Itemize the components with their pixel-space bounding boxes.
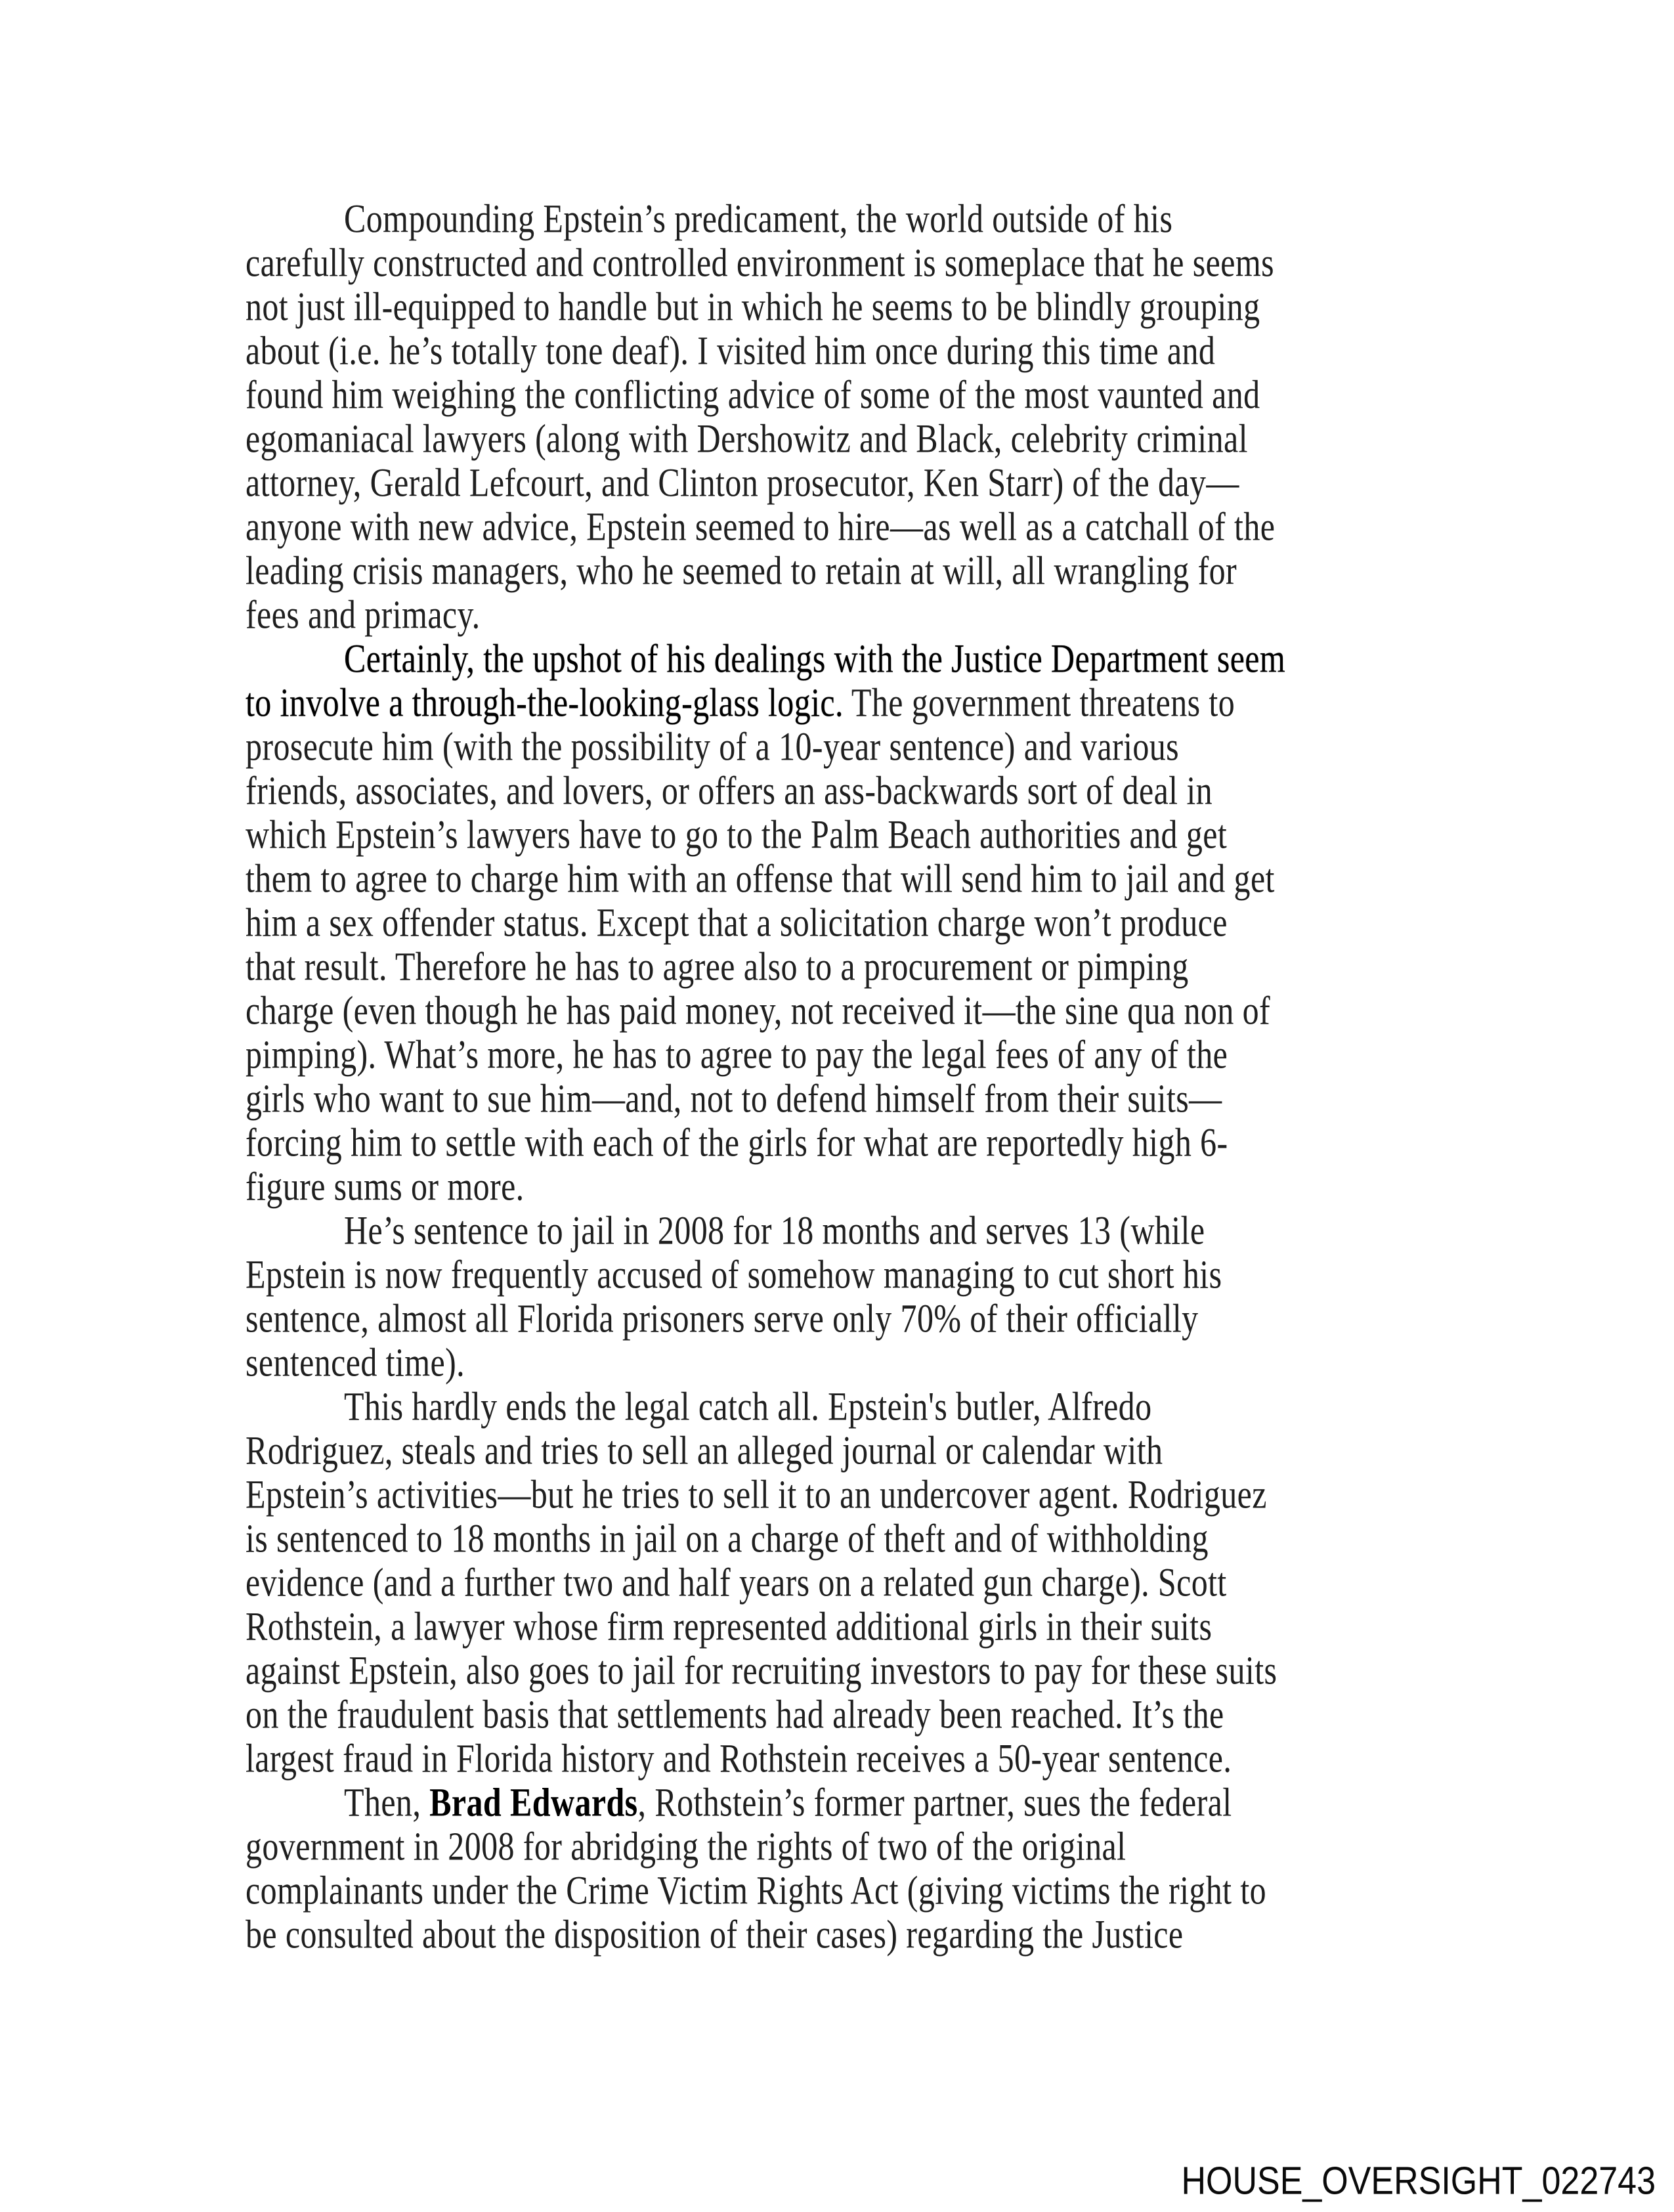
bates-number: HOUSE_OVERSIGHT_022743 [1181,2159,1656,2203]
document-text [246,197,1453,1957]
text-segment: is sentenced to 18 months in jail on a charge of theft and of withholding [246,1515,1209,1561]
text-segment: egomaniacal lawyers (along with Dershowitz and Black, celebrity criminal [246,416,1248,462]
text-segment: fees and primacy. [246,592,481,638]
text-segment: about (i.e. he’s totally tone deaf). I visited him once during this time and [246,328,1216,374]
text-segment: Rodriguez, steals and tries to sell an alleged journal or calendar with [246,1427,1163,1473]
text-segment: that result. Therefore he has to agree also to a procurement or pimping [246,943,1189,989]
bold-text-segment: Brad Edwards [429,1779,638,1825]
text-segment: anyone with new advice, Epstein seemed to hire—as well as a catchall of the [246,504,1276,550]
text-segment: to involve a through-the-looking-glass logic. [246,680,844,726]
text-segment: Epstein’s activities—but he tries to sell it to an undercover agent. Rodriguez [246,1471,1267,1517]
text-segment: them to agree to charge him with an offense that will send him to jail and get [246,856,1275,901]
text-segment: girls who want to sue him—and, not to defend himself from their suits— [246,1075,1222,1121]
text-segment: Compounding Epstein’s predicament, the world outside of his [344,196,1173,242]
text-segment: largest fraud in Florida history and Rothstein receives a 50-year sentence. [246,1735,1232,1781]
text-segment: forcing him to settle with each of the girls for what are reportedly high 6- [246,1119,1228,1165]
text-segment: Epstein is now frequently accused of somehow managing to cut short his [246,1251,1222,1297]
text-segment: not just ill-equipped to handle but in which he seems to be blindly grouping [246,284,1260,330]
text-segment: prosecute him (with the possibility of a 10-year sentence) and various [246,724,1180,770]
text-line [246,1908,1453,1962]
text-segment: The government threatens to [843,680,1235,726]
text-segment: He’s sentence to jail in 2008 for 18 months and serves 13 (while [344,1207,1205,1253]
text-segment: on the fraudulent basis that settlements had already been reached. It’s the [246,1691,1224,1737]
text-segment: which Epstein’s lawyers have to go to the Palm Beach authorities and get [246,812,1228,857]
text-segment: carefully constructed and controlled environment is someplace that he seems [246,240,1274,286]
text-segment: evidence (and a further two and half years on a related gun charge). Scott [246,1559,1227,1605]
text-segment: him a sex offender status. Except that a solicitation charge won’t produce [246,900,1228,945]
text-segment: Then, [344,1779,430,1825]
text-segment: charge (even though he has paid money, not received it—the sine qua non of [246,987,1271,1033]
text-segment: Certainly, the upshot of his dealings with the Justice Department seem [344,636,1286,682]
text-segment: complainants under the Crime Victim Rights Act (giving victims the right to [246,1867,1267,1913]
text-segment: against Epstein, also goes to jail for recruiting investors to pay for these suits [246,1647,1277,1693]
text-segment: figure sums or more. [246,1163,525,1209]
text-segment: leading crisis managers, who he seemed to retain at will, all wrangling for [246,548,1237,594]
text-segment: sentence, almost all Florida prisoners serve only 70% of their officially [246,1295,1199,1341]
text-segment: sentenced time). [246,1339,465,1385]
text-segment: Rothstein, a lawyer whose firm represented additional girls in their suits [246,1603,1213,1649]
text-segment: found him weighing the conflicting advice of some of the most vaunted and [246,372,1260,418]
text-segment: be consulted about the disposition of their cases) regarding the Justice [246,1911,1184,1957]
text-segment: , Rothstein’s former partner, sues the federal [637,1779,1232,1825]
text-segment: pimping). What’s more, he has to agree to pay the legal fees of any of the [246,1031,1228,1077]
text-segment: attorney, Gerald Lefcourt, and Clinton prosecutor, Ken Starr) of the day— [246,460,1239,506]
text-segment: government in 2008 for abridging the rights of two of the original [246,1823,1127,1869]
text-segment: friends, associates, and lovers, or offers an ass-backwards sort of deal in [246,768,1213,813]
text-segment: This hardly ends the legal catch all. Epstein's butler, Alfredo [344,1383,1152,1429]
